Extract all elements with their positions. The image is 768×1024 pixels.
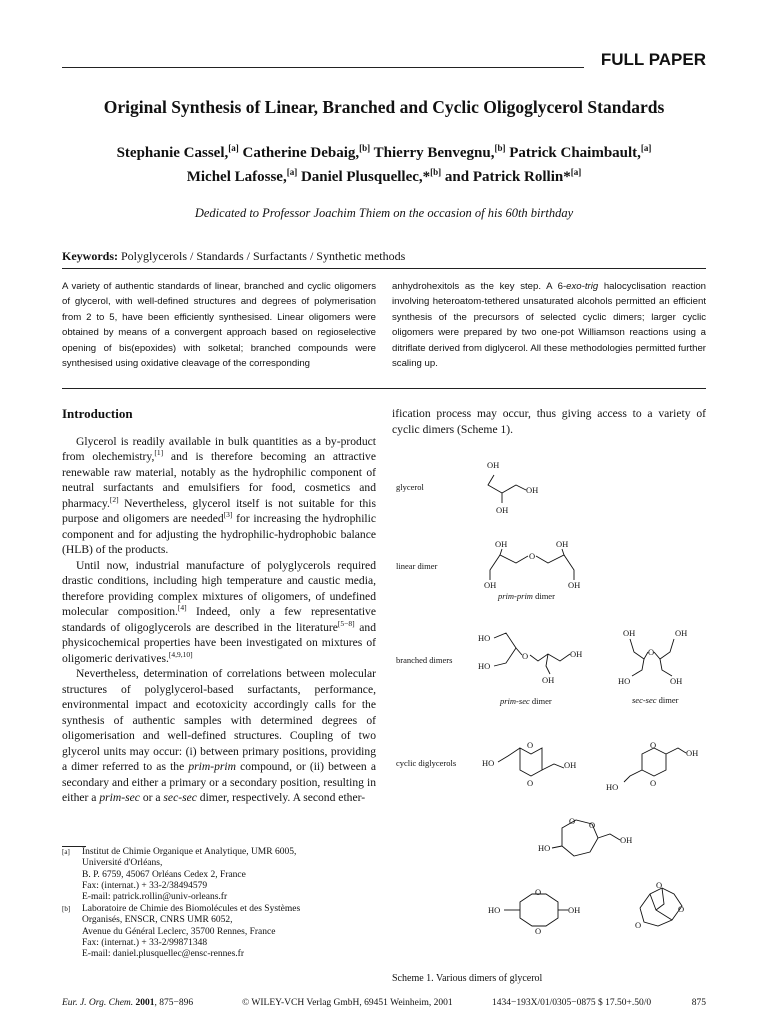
footnotes bbox=[62, 847, 382, 959]
footnote-b bbox=[82, 904, 382, 960]
keywords-label: Keywords: bbox=[62, 249, 118, 263]
cyclic-dimer-3-structure bbox=[538, 816, 632, 856]
abstract-bottom-rule bbox=[62, 388, 706, 389]
paragraph: ification process may occur, thus giving access to a variety of cyclic dimers (Scheme 1). bbox=[392, 407, 706, 436]
structure-sublabel: sec-sec dimer bbox=[632, 695, 679, 705]
atom-label: OH bbox=[564, 760, 577, 770]
citation: [2] bbox=[109, 494, 119, 504]
footnote-line: B. P. 6759, 45067 Orléans Cedex 2, France bbox=[82, 869, 246, 880]
author-affiliation: [a] bbox=[228, 143, 239, 153]
linear-dimer-structure bbox=[484, 539, 580, 601]
paragraph bbox=[62, 434, 376, 558]
text-run: compound, or (ii) between a secondary and either a primary or a secondary position, resulting in either a bbox=[62, 760, 376, 804]
journal-name: Eur. J. Org. Chem. bbox=[62, 998, 134, 1008]
abstract-left bbox=[62, 279, 376, 371]
author-list bbox=[40, 139, 728, 187]
atom-label: OH bbox=[620, 835, 633, 845]
text-italic: prim-prim bbox=[188, 760, 237, 773]
cyclic-dimer-2-structure bbox=[606, 740, 698, 792]
authors-line-2 bbox=[40, 163, 728, 187]
atom-label: O bbox=[635, 920, 642, 930]
citation: [1] bbox=[154, 448, 164, 458]
sec-sec-dimer-structure bbox=[618, 628, 687, 705]
abstract-right bbox=[392, 279, 706, 371]
scheme-row-label: branched dimers bbox=[396, 655, 453, 665]
section-label: FULL PAPER bbox=[600, 50, 706, 69]
atom-label: OH bbox=[568, 905, 581, 915]
scheme-caption: Scheme 1. Various dimers of glycerol bbox=[392, 973, 543, 984]
paragraph bbox=[62, 666, 376, 806]
prim-sec-dimer-structure bbox=[478, 633, 582, 706]
journal-year: 2001 bbox=[135, 998, 155, 1008]
author: and Patrick Rollin* bbox=[444, 169, 571, 185]
structure-sublabel: prim-prim dimer bbox=[498, 591, 555, 601]
atom-label: O bbox=[527, 740, 534, 750]
text-run: and physicochemical properties have been investigated on mixtures of oligomeric derivatives. bbox=[62, 620, 376, 665]
keywords-list: Polyglycerols / Standards / Surfactants / Synthetic methods bbox=[121, 249, 406, 263]
atom-label: O bbox=[589, 820, 596, 830]
citation: [3] bbox=[223, 510, 233, 520]
structure-sublabel: prim-sec dimer bbox=[500, 696, 552, 706]
atom-label: O bbox=[535, 926, 542, 936]
scheme-1-figure bbox=[392, 448, 722, 968]
page-number: 875 bbox=[691, 998, 706, 1008]
paragraph bbox=[62, 558, 376, 667]
citation: [4,9,10] bbox=[168, 649, 193, 659]
atom-label: O bbox=[678, 904, 685, 914]
author: Daniel Plusquellec,* bbox=[300, 169, 431, 185]
atom-label: HO bbox=[478, 633, 491, 643]
author: Thierry Benvegnu, bbox=[373, 145, 495, 161]
footnote-mark: [b] bbox=[62, 905, 71, 913]
dedication: Dedicated to Professor Joachim Thiem on the occasion of his 60th birthday bbox=[194, 206, 574, 220]
cyclic-dimer-1-structure bbox=[482, 740, 576, 788]
abstract-text: A variety of authentic standards of linear, branched and cyclic oligomers of glycerol, with well-defined structures and degrees of polymerisation from 2 to 5, have been efficiently synthesised. Linear oligomers were obtained by means of a convergent approach based on regioselective opening of bis(epoxides) with solketal; branched compounds were synthesised using oxidative cleavage of the corresponding bbox=[62, 281, 376, 370]
abstract-text-run: anhydrohexitols as the key step. A 6- bbox=[392, 281, 567, 292]
footnote-line: Fax: (internat.) + 33-2/99871348 bbox=[82, 937, 208, 948]
text-run: Indeed, only a few representative standards of oligoglycerols are described in the literature bbox=[62, 605, 376, 634]
text-run: and is therefore becoming an attractive renewable raw material, notably as the hydrophilic component of neutral surfactants and emulsifiers for food, cosmetics and pharmacy. bbox=[62, 450, 376, 510]
atom-label: OH bbox=[675, 628, 688, 638]
atom-label: O bbox=[569, 816, 576, 826]
author-affiliation: [b] bbox=[494, 143, 506, 153]
footnote-line: Fax: (internat.) + 33-2/38494579 bbox=[82, 880, 208, 891]
footer-citation bbox=[62, 998, 193, 1008]
atom-label: OH bbox=[686, 748, 699, 758]
footnote-line: Université d'Orléans, bbox=[82, 858, 163, 869]
scheme-row-label: glycerol bbox=[396, 482, 424, 492]
text-run: or a bbox=[139, 791, 164, 804]
header-rule bbox=[62, 67, 584, 68]
atom-label: HO bbox=[606, 782, 619, 792]
atom-label: O bbox=[535, 887, 542, 897]
section-heading: Introduction bbox=[62, 406, 133, 421]
author: Patrick Chaimbault, bbox=[509, 145, 641, 161]
text-italic: prim-sec bbox=[99, 791, 140, 804]
keywords bbox=[62, 249, 405, 264]
atom-label: O bbox=[650, 740, 657, 750]
abstract-text-run: halocyclisation reaction involving heteroatom-tethered unsaturated alcohols permitted an efficient synthesis of the precursors of selected cyclic dimers; larger cyclic oligomers were prepared by two one-pot Williamson reactions using a ditriflate derived from diglycerol. All these methodologies permitted further scaling up. bbox=[392, 281, 706, 370]
author: Michel Lafosse, bbox=[186, 169, 287, 185]
atom-label: HO bbox=[488, 905, 501, 915]
footnote-line: E-mail: patrick.rollin@univ-orleans.fr bbox=[82, 892, 228, 903]
author: Catherine Debaig, bbox=[242, 145, 360, 161]
atom-label: HO bbox=[482, 758, 495, 768]
atom-label: O bbox=[650, 778, 657, 788]
author: Stephanie Cassel, bbox=[116, 145, 229, 161]
footnote-line: E-mail: daniel.plusquellec@ensc-rennes.fr bbox=[82, 949, 245, 960]
author-affiliation: [a] bbox=[640, 143, 652, 153]
footer-publisher: © WILEY-VCH Verlag GmbH, 69451 Weinheim, 2001 bbox=[242, 998, 453, 1008]
text-run: Nevertheless, glycerol itself is not suitable for this purpose and oligomers are needed bbox=[62, 496, 376, 525]
glycerol-structure bbox=[487, 460, 538, 515]
atom-label: OH bbox=[542, 675, 555, 685]
body-left-column bbox=[62, 406, 376, 806]
abstract-text-italic: exo-trig bbox=[566, 281, 599, 292]
footnote-line: Organisés, ENSCR, CNRS UMR 6052, bbox=[82, 915, 233, 926]
atom-label: HO bbox=[478, 661, 491, 671]
atom-label: HO bbox=[618, 676, 631, 686]
scheme-row-label: linear dimer bbox=[396, 561, 438, 571]
scheme-row-label: cyclic diglycerols bbox=[396, 758, 457, 768]
journal-pages: , 875−896 bbox=[154, 998, 194, 1008]
atom-label: O bbox=[529, 551, 536, 561]
footer-issn: 1434−193X/01/0305−0875 $ 17.50+.50/0 bbox=[492, 998, 652, 1008]
atom-label: HO bbox=[538, 843, 551, 853]
footnote-a bbox=[82, 847, 382, 903]
cyclic-dimer-4-structure bbox=[488, 887, 580, 936]
text-run: Until now, industrial manufacture of polyglycerols required drastic conditions, including high temperature and caustic media, therefore providing complex mixtures of oligomers, of undefined molecular composition. bbox=[62, 558, 376, 618]
atom-label: O bbox=[527, 778, 534, 788]
text-run: Glycerol is readily available in bulk quantities as a by-product from olechemistry, bbox=[62, 434, 376, 463]
author-affiliation: [b] bbox=[430, 167, 442, 177]
atom-label: OH bbox=[484, 580, 497, 590]
author-affiliation: [b] bbox=[359, 143, 371, 153]
atom-label: OH bbox=[487, 460, 500, 470]
atom-label: O bbox=[656, 880, 663, 890]
footnote-line: Avenue du Général Leclerc, 35700 Rennes, France bbox=[82, 926, 276, 937]
abstract-top-rule bbox=[62, 268, 706, 269]
paper-title: Original Synthesis of Linear, Branched and Cyclic Oligoglycerol Standards bbox=[103, 97, 665, 117]
atom-label: OH bbox=[570, 649, 583, 659]
atom-label: OH bbox=[495, 539, 508, 549]
footnote-line: Laboratoire de Chimie des Biomolécules et des Systèmes bbox=[82, 904, 301, 914]
authors-line-1 bbox=[40, 139, 728, 163]
atom-label: OH bbox=[556, 539, 569, 549]
atom-label: O bbox=[522, 651, 529, 661]
atom-label: OH bbox=[670, 676, 683, 686]
footnote-line: Institut de Chimie Organique et Analytique, UMR 6005, bbox=[82, 847, 297, 857]
body-right-column bbox=[392, 406, 706, 437]
author-affiliation: [a] bbox=[286, 167, 298, 177]
text-run: for increasing the hydrophilic component and for adjusting the hydrophilic-hydrophobic balance (HLB) of the products. bbox=[62, 512, 377, 556]
atom-label: OH bbox=[568, 580, 581, 590]
citation: [5−8] bbox=[337, 618, 355, 628]
author-affiliation: [a] bbox=[570, 167, 582, 177]
atom-label: O bbox=[648, 647, 655, 657]
atom-label: OH bbox=[526, 485, 539, 495]
abstract-text bbox=[392, 279, 706, 371]
text-run: Nevertheless, determination of correlations between molecular structures of polyglycerol-based surfactants, performance, environmental impact and ecotoxicity accordingly calls for the synthesis of authentic samples with determined degrees of oligomerisation and well-defined structures. Coupling of two glycerol units may occur: (i) between primary positions, providing a dimer referred to as the bbox=[62, 667, 376, 773]
atom-label: OH bbox=[623, 628, 636, 638]
text-run: dimer, respectively. A second ether- bbox=[196, 791, 366, 804]
atom-label: OH bbox=[496, 505, 509, 515]
citation: [4] bbox=[177, 603, 187, 613]
text-italic: sec-sec bbox=[163, 791, 197, 804]
bicyclic-dimer-structure bbox=[635, 880, 684, 930]
footnote-mark: [a] bbox=[62, 848, 70, 856]
